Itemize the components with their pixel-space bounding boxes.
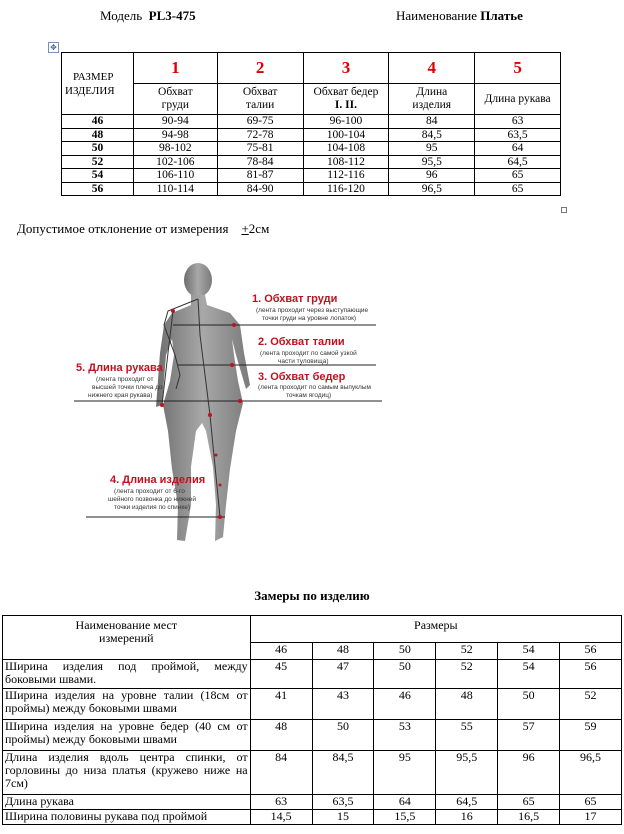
measurement-cell: 65 xyxy=(475,169,561,183)
measurement-cell: 104-108 xyxy=(303,142,389,156)
product-row xyxy=(3,810,622,825)
size-row xyxy=(62,182,561,196)
label-desc-line: нижнего края рукава) xyxy=(88,392,153,399)
product-row-label: Длина рукава xyxy=(3,795,251,810)
product-value-cell: 53 xyxy=(374,720,436,751)
product-value-cell: 46 xyxy=(374,689,436,720)
measurement-cell: 96 xyxy=(389,169,475,183)
measurement-cell: 64,5 xyxy=(475,155,561,169)
measurement-cell: 106-110 xyxy=(133,169,217,183)
product-value-cell: 16 xyxy=(436,810,498,825)
column-number: 1 xyxy=(133,53,217,84)
size-column-header: 46 xyxy=(250,642,312,659)
product-value-cell: 95 xyxy=(374,751,436,795)
product-value-cell: 55 xyxy=(436,720,498,751)
product-value-cell: 52 xyxy=(436,660,498,689)
product-value-cell: 41 xyxy=(250,689,312,720)
size-row xyxy=(62,142,561,156)
product-value-cell: 95,5 xyxy=(436,751,498,795)
name-label: Наименование xyxy=(396,8,477,23)
body-measurement-figure xyxy=(60,255,390,555)
measurement-cell: 112-116 xyxy=(303,169,389,183)
plus-minus-sign: + xyxy=(241,221,249,236)
size-row xyxy=(62,155,561,169)
size-cell: 48 xyxy=(62,128,134,142)
product-value-cell: 54 xyxy=(498,660,560,689)
label-title: 2. Обхват талии xyxy=(258,336,345,348)
product-row xyxy=(3,751,622,795)
label-hips xyxy=(258,371,372,399)
label-title: 5. Длина рукава xyxy=(76,362,163,374)
product-row-label: Длина изделия вдоль центра спинки, от горловины до низа платья (кружево ниже на 7см) xyxy=(3,751,251,795)
measurement-cell: 116-120 xyxy=(303,182,389,196)
column-label-text: Обхват талии xyxy=(242,86,278,111)
measurement-cell: 100-104 xyxy=(303,128,389,142)
measurement-cell: 110-114 xyxy=(133,182,217,196)
model-line xyxy=(100,8,196,24)
label-desc-line: точки изделия по спинке) xyxy=(114,504,191,511)
product-value-cell: 15,5 xyxy=(374,810,436,825)
measurement-cell: 95 xyxy=(389,142,475,156)
product-value-cell: 84 xyxy=(250,751,312,795)
label-desc-line: (лента проходит от 6-го xyxy=(114,488,185,495)
size-cell: 52 xyxy=(62,155,134,169)
label-desc-line: шейного позвонка до нижней xyxy=(108,496,196,503)
measurement-cell: 78-84 xyxy=(217,155,303,169)
measurement-cell: 63,5 xyxy=(475,128,561,142)
size-row xyxy=(62,115,561,129)
measurement-cell: 72-78 xyxy=(217,128,303,142)
size-cell: 50 xyxy=(62,142,134,156)
size-column-header: 54 xyxy=(498,642,560,659)
measurement-cell: 84 xyxy=(389,115,475,129)
product-value-cell: 50 xyxy=(498,689,560,720)
product-value-cell: 48 xyxy=(250,720,312,751)
measurement-cell: 98-102 xyxy=(133,142,217,156)
product-value-cell: 59 xyxy=(560,720,622,751)
product-value-cell: 48 xyxy=(436,689,498,720)
label-waist xyxy=(258,336,357,365)
measurement-cell: 75-81 xyxy=(217,142,303,156)
measurement-cell: 96,5 xyxy=(389,182,475,196)
size-table-body xyxy=(62,115,561,196)
column-label xyxy=(475,84,561,115)
product-value-cell: 43 xyxy=(312,689,374,720)
product-row xyxy=(3,660,622,689)
column-label xyxy=(303,84,389,115)
label-desc-line: высшей точки плеча до xyxy=(92,384,163,391)
product-row-label: Ширина половины рукава под проймой xyxy=(3,810,251,825)
label-desc-line: (лента проходит от xyxy=(96,376,154,383)
size-column-header: 52 xyxy=(436,642,498,659)
measurement-cell: 96-100 xyxy=(303,115,389,129)
product-value-cell: 14,5 xyxy=(250,810,312,825)
measurement-cell: 64 xyxy=(475,142,561,156)
label-desc-line: (лента проходит по самой узкой xyxy=(260,350,357,357)
size-table-number-row xyxy=(62,53,561,84)
size-row xyxy=(62,128,561,142)
product-header-label-text: Наименование мест измерений xyxy=(75,618,178,645)
label-title: 4. Длина изделия xyxy=(110,474,206,486)
product-value-cell: 47 xyxy=(312,660,374,689)
product-value-cell: 96 xyxy=(498,751,560,795)
size-table xyxy=(61,52,561,196)
column-label xyxy=(133,84,217,115)
measurement-cell: 69-75 xyxy=(217,115,303,129)
product-value-cell: 56 xyxy=(560,660,622,689)
measurement-cell: 63 xyxy=(475,115,561,129)
label-title: 1. Обхват груди xyxy=(252,293,338,305)
name-line xyxy=(396,8,523,24)
size-cell: 46 xyxy=(62,115,134,129)
column-label xyxy=(217,84,303,115)
size-header xyxy=(62,53,134,115)
measurement-cell: 108-112 xyxy=(303,155,389,169)
measurement-cell: 84,5 xyxy=(389,128,475,142)
product-row-label: Ширина изделия на уровне талии (18см от проймы) между боковыми швами xyxy=(3,689,251,720)
product-value-cell: 45 xyxy=(250,660,312,689)
label-title: 3. Обхват бедер xyxy=(258,371,346,383)
tolerance-value: 2см xyxy=(248,221,270,236)
product-table-title: Замеры по изделию xyxy=(254,588,370,603)
product-value-cell: 15 xyxy=(312,810,374,825)
size-row xyxy=(62,169,561,183)
product-value-cell: 96,5 xyxy=(560,751,622,795)
product-row-label: Ширина изделия на уровне бедер (40 см от проймы) между боковыми швами xyxy=(3,720,251,751)
product-table-header-row xyxy=(3,616,622,643)
size-header-line1: РАЗМЕР xyxy=(73,70,114,83)
size-cell: 54 xyxy=(62,169,134,183)
column-label-text: Длина изделия xyxy=(412,86,452,111)
size-header-line2: ИЗДЕЛИЯ xyxy=(65,84,115,97)
column-label-text: Обхват бедер xyxy=(313,86,379,98)
label-desc-line: (лента проходит через выступающие xyxy=(256,307,369,314)
column-number: 3 xyxy=(303,53,389,84)
product-value-cell: 57 xyxy=(498,720,560,751)
tolerance-line xyxy=(17,221,269,237)
product-value-cell: 52 xyxy=(560,689,622,720)
product-row xyxy=(3,689,622,720)
product-table-body xyxy=(3,660,622,825)
size-column-header: 48 xyxy=(312,642,374,659)
model-label: Модель xyxy=(100,8,143,23)
size-column-header: 50 xyxy=(374,642,436,659)
label-desc-line: части туловища) xyxy=(278,358,329,365)
product-value-cell: 63 xyxy=(250,795,312,810)
measurement-cell: 81-87 xyxy=(217,169,303,183)
product-value-cell: 65 xyxy=(560,795,622,810)
product-value-cell: 63,5 xyxy=(312,795,374,810)
product-value-cell: 50 xyxy=(374,660,436,689)
label-desc-line: точки груди на уровне лопаток) xyxy=(262,315,357,322)
product-row-label: Ширина изделия под проймой, между боковыми швами. xyxy=(3,660,251,689)
product-row xyxy=(3,795,622,810)
measurement-cell: 65 xyxy=(475,182,561,196)
product-value-cell: 65 xyxy=(498,795,560,810)
product-value-cell: 50 xyxy=(312,720,374,751)
sizes-label: Размеры xyxy=(250,616,621,643)
product-value-cell: 64,5 xyxy=(436,795,498,810)
product-value-cell: 16,5 xyxy=(498,810,560,825)
size-column-header: 56 xyxy=(560,642,622,659)
product-row xyxy=(3,720,622,751)
label-chest xyxy=(252,293,369,322)
name-value: Платье xyxy=(480,8,523,23)
measurement-cell: 94-98 xyxy=(133,128,217,142)
column-label-text: Длина рукава xyxy=(484,92,551,105)
measurement-cell: 95,5 xyxy=(389,155,475,169)
column-label-suffix: I. II. xyxy=(334,99,357,111)
column-number: 5 xyxy=(475,53,561,84)
table-move-handle-icon[interactable]: ✥ xyxy=(48,42,59,53)
column-number: 2 xyxy=(217,53,303,84)
product-value-cell: 17 xyxy=(560,810,622,825)
product-header-label xyxy=(3,616,251,660)
model-value: PL3-475 xyxy=(148,8,196,23)
column-label-text: Обхват груди xyxy=(158,86,193,111)
measurement-cell: 84-90 xyxy=(217,182,303,196)
product-value-cell: 84,5 xyxy=(312,751,374,795)
product-table xyxy=(2,615,622,825)
measurement-cell: 90-94 xyxy=(133,115,217,129)
tolerance-text: Допустимое отклонение от измерения xyxy=(17,221,229,236)
label-desc-line: (лента проходит по самым выпуклым xyxy=(258,384,371,391)
measurement-cell: 102-106 xyxy=(133,155,217,169)
product-value-cell: 64 xyxy=(374,795,436,810)
size-cell: 56 xyxy=(62,182,134,196)
column-number: 4 xyxy=(389,53,475,84)
column-label xyxy=(389,84,475,115)
size-table-label-row xyxy=(62,84,561,115)
table-resize-handle[interactable] xyxy=(561,207,567,213)
label-desc-line: точкам ягодиц) xyxy=(286,392,332,399)
label-sleeve xyxy=(76,362,164,399)
